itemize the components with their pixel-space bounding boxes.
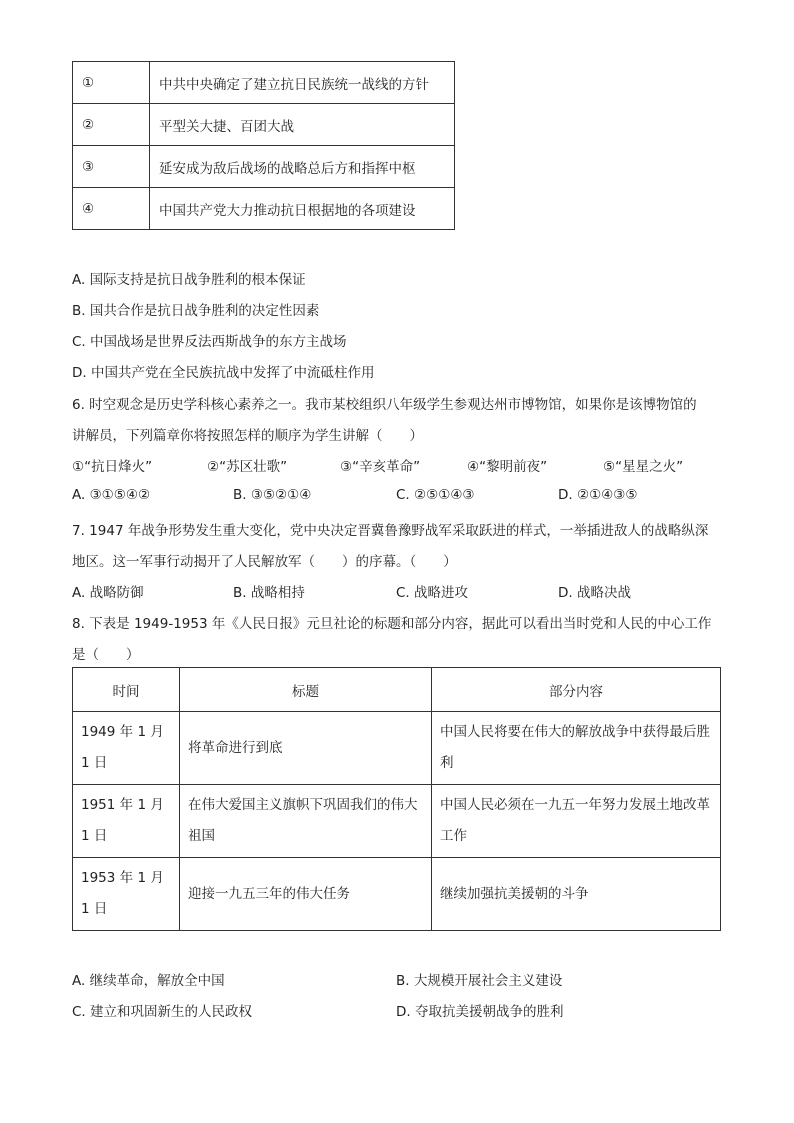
column-header: 时间 (73, 668, 180, 712)
q6-option-b[interactable]: B. ③⑤②①④ (233, 487, 312, 503)
q7-stem-line1: 7. 1947 年战争形势发生重大变化，党中央决定晋冀鲁豫野战军采取跃进的样式，一举插进敌人的战略纵深 (72, 523, 709, 539)
q5-option-a[interactable]: A. 国际支持是抗日战争胜利的根本保证 (72, 272, 306, 288)
row-number: ① (73, 62, 150, 104)
table-row (73, 62, 455, 104)
q7-option-a[interactable]: A. 战略防御 (72, 585, 144, 601)
cell-content: 中国人民将要在伟大的解放战争中获得最后胜利 (432, 712, 721, 785)
editorial-table (72, 667, 721, 931)
table-row (73, 146, 455, 188)
event-table (72, 61, 455, 230)
q7-stem-line2: 地区。这一军事行动揭开了人民解放军（ ）的序幕。（ ） (72, 554, 457, 570)
q5-option-b[interactable]: B. 国共合作是抗日战争胜利的决定性因素 (72, 303, 320, 319)
cell-content: 中国人民必须在一九五一年努力发展土地改革工作 (432, 785, 721, 858)
column-header: 标题 (180, 668, 432, 712)
table-row (73, 188, 455, 230)
q6-option-a[interactable]: A. ③①⑤④② (72, 487, 151, 503)
q6-chapter: ①“抗日烽火” (72, 459, 153, 475)
row-text: 中共中央确定了建立抗日民族统一战线的方针 (150, 62, 455, 104)
row-number: ③ (73, 146, 150, 188)
q6-stem-line1: 6. 时空观念是历史学科核心素养之一。我市某校组织八年级学生参观达州市博物馆，如果你是该博物馆的 (72, 397, 697, 413)
row-text: 平型关大捷、百团大战 (150, 104, 455, 146)
column-header: 部分内容 (432, 668, 721, 712)
q8-option-b[interactable]: B. 大规模开展社会主义建设 (396, 973, 563, 989)
q6-chapter: ⑤“星星之火” (603, 459, 684, 475)
cell-time: 1951 年 1 月 1 日 (73, 785, 180, 858)
q8-option-d[interactable]: D. 夺取抗美援朝战争的胜利 (396, 1004, 564, 1020)
table-row (73, 712, 721, 785)
q8-option-a[interactable]: A. 继续革命，解放全中国 (72, 973, 225, 989)
cell-title: 将革命进行到底 (180, 712, 432, 785)
q8-option-c[interactable]: C. 建立和巩固新生的人民政权 (72, 1004, 253, 1020)
table-row (73, 104, 455, 146)
cell-time: 1949 年 1 月 1 日 (73, 712, 180, 785)
table-header-row (73, 668, 721, 712)
q7-option-c[interactable]: C. 战略进攻 (396, 585, 469, 601)
q6-option-c[interactable]: C. ②⑤①④③ (396, 487, 475, 503)
q5-option-c[interactable]: C. 中国战场是世界反法西斯战争的东方主战场 (72, 334, 347, 350)
q6-chapter: ④“黎明前夜” (467, 459, 548, 475)
cell-title: 迎接一九五三年的伟大任务 (180, 858, 432, 931)
q7-option-d[interactable]: D. 战略决战 (558, 585, 631, 601)
q8-stem-line2: 是（ ） (72, 647, 140, 663)
q6-stem-line2: 讲解员，下列篇章你将按照怎样的顺序为学生讲解（ ） (72, 428, 423, 444)
row-number: ④ (73, 188, 150, 230)
q5-option-d[interactable]: D. 中国共产党在全民族抗战中发挥了中流砥柱作用 (72, 365, 375, 381)
q8-stem-line1: 8. 下表是 1949-1953 年《人民日报》元旦社论的标题和部分内容，据此可以看出当时党和人民的中心工作 (72, 616, 712, 632)
cell-content: 继续加强抗美援朝的斗争 (432, 858, 721, 931)
cell-title: 在伟大爱国主义旗帜下巩固我们的伟大祖国 (180, 785, 432, 858)
row-text: 延安成为敌后战场的战略总后方和指挥中枢 (150, 146, 455, 188)
table-row (73, 785, 721, 858)
table-row (73, 858, 721, 931)
q7-option-b[interactable]: B. 战略相持 (233, 585, 305, 601)
q6-option-d[interactable]: D. ②①④③⑤ (558, 487, 638, 503)
q6-chapter: ③“辛亥革命” (340, 459, 421, 475)
cell-time: 1953 年 1 月 1 日 (73, 858, 180, 931)
row-number: ② (73, 104, 150, 146)
q6-chapter: ②“苏区壮歌” (207, 459, 288, 475)
row-text: 中国共产党大力推动抗日根据地的各项建设 (150, 188, 455, 230)
